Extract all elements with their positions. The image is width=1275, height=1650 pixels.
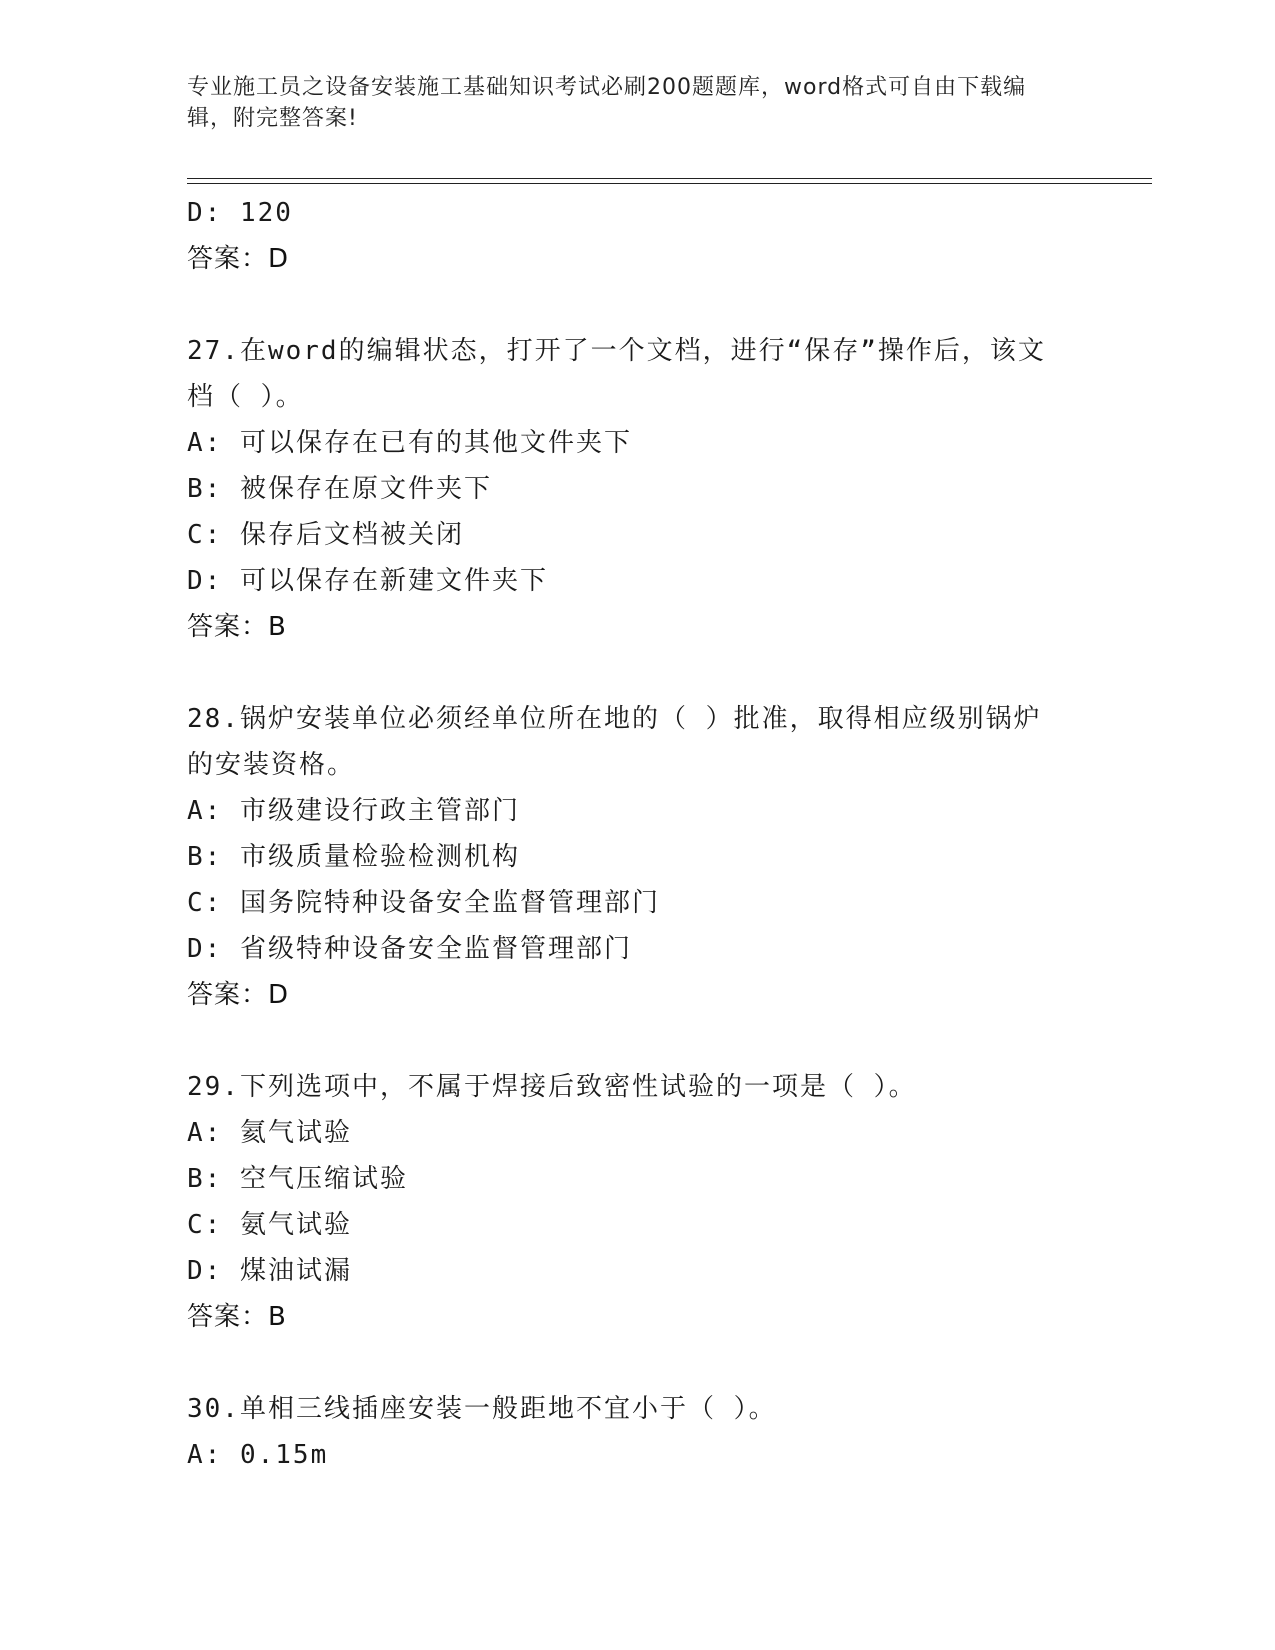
option-a: A: 市级建设行政主管部门 [187, 796, 520, 826]
answer: 答案：D [187, 244, 290, 274]
question-30 [187, 1386, 1067, 1478]
question-stem: 29.下列选项中，不属于焊接后致密性试验的一项是（ ）。 [187, 1072, 917, 1102]
spacer [187, 1340, 1067, 1386]
option-a: A: 氦气试验 [187, 1118, 352, 1148]
answer: 答案：B [187, 612, 287, 642]
spacer [187, 650, 1067, 696]
document-header: 专业施工员之设备安装施工基础知识考试必刷200题题库，word格式可自由下载编辑，附完整答案! [187, 75, 1027, 131]
spacer [187, 282, 1067, 328]
question-stem: 30.单相三线插座安装一般距地不宜小于（ ）。 [187, 1394, 777, 1424]
option-b: B: 市级质量检验检测机构 [187, 842, 520, 872]
header-rule-top [187, 178, 1152, 179]
question-stem: 28.锅炉安装单位必须经单位所在地的（ ）批准，取得相应级别锅炉的安装资格。 [187, 704, 1042, 780]
option-c: C: 保存后文档被关闭 [187, 520, 464, 550]
question-29 [187, 1064, 1067, 1340]
document-body [187, 190, 1067, 1478]
question-stem: 27.在word的编辑状态，打开了一个文档，进行“保存”操作后，该文档（ ）。 [187, 336, 1046, 412]
option-b: B: 空气压缩试验 [187, 1164, 408, 1194]
option-a: A: 可以保存在已有的其他文件夹下 [187, 428, 632, 458]
option-a: A: 0.15m [187, 1440, 329, 1470]
option-c: C: 国务院特种设备安全监督管理部门 [187, 888, 660, 918]
option-d: D: 120 [187, 198, 293, 228]
option-d: D: 省级特种设备安全监督管理部门 [187, 934, 632, 964]
option-c: C: 氨气试验 [187, 1210, 352, 1240]
question-27 [187, 328, 1067, 650]
answer: 答案：D [187, 980, 290, 1010]
option-d: D: 可以保存在新建文件夹下 [187, 566, 548, 596]
option-b: B: 被保存在原文件夹下 [187, 474, 492, 504]
spacer [187, 1018, 1067, 1064]
answer: 答案：B [187, 1302, 287, 1332]
question-26-tail [187, 190, 1067, 282]
option-d: D: 煤油试漏 [187, 1256, 352, 1286]
question-28 [187, 696, 1067, 1018]
header-rule-bottom [187, 183, 1152, 184]
